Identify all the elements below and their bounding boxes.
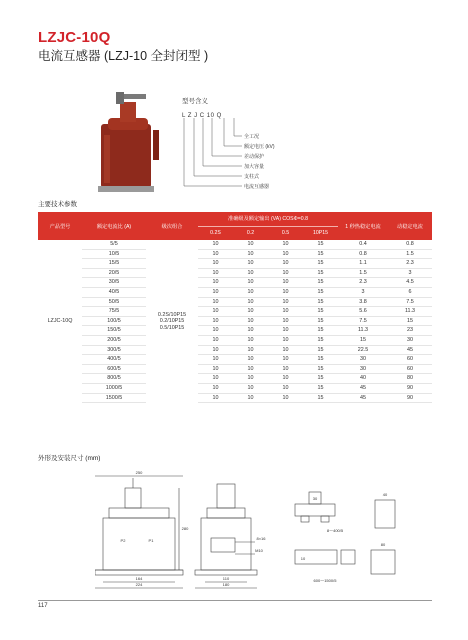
table-row [38,383,432,393]
value-cell: 60 [388,364,432,374]
value-cell: 15 [303,326,338,336]
dim-d2: 10 [300,556,306,561]
value-cell: 15 [303,268,338,278]
value-cell: 30 [338,364,388,374]
table-row [38,345,432,355]
value-cell: 10 [198,374,233,384]
table-row [38,268,432,278]
value-cell: 10 [268,335,303,345]
value-cell: 3 [338,287,388,297]
value-cell: 10 [233,355,268,365]
value-cell: 45 [388,345,432,355]
value-cell: 15 [303,249,338,259]
dim-bottom-outer: 224 [135,582,143,587]
value-cell: 10 [268,307,303,317]
value-cell: 2.3 [388,259,432,269]
value-cell: 10 [268,393,303,403]
value-cell: 10 [268,316,303,326]
value-cell: 90 [388,393,432,403]
dim-mid-bottom: 180 [222,582,230,587]
value-cell: 10 [268,383,303,393]
rated-current-cell: 75/5 [82,307,146,317]
value-cell: 10 [233,259,268,269]
rated-current-cell: 5/5 [82,240,146,249]
model-meaning-heading: 型号含义 [182,98,208,105]
legend-item-6: 电流互感器 [244,184,270,190]
value-cell: 15 [303,364,338,374]
value-cell: 0.8 [388,240,432,249]
value-cell: 1.1 [338,259,388,269]
value-cell: 15 [303,355,338,365]
dim-bottom-inner: 164 [135,576,143,581]
table-row [38,297,432,307]
legend-item-4: 加大容量 [244,164,265,170]
value-cell: 10 [233,364,268,374]
legend-item-5: 支柱式 [244,174,260,180]
value-cell: 15 [303,393,338,403]
col-dynamic: 动稳定电流 [397,224,423,230]
value-cell: 45 [338,393,388,403]
legend-item-3: 差动保护 [244,154,265,160]
value-cell: 11.3 [338,326,388,336]
table-row [38,287,432,297]
value-cell: 5.6 [338,307,388,317]
value-cell: 10 [268,374,303,384]
value-cell: 10 [233,249,268,259]
col-02s: 0.2S [210,230,221,236]
value-cell: 15 [303,335,338,345]
value-cell: 90 [388,383,432,393]
spec-table [38,240,432,403]
rated-current-cell: 1500/5 [82,393,146,403]
value-cell: 7.5 [338,316,388,326]
rated-current-cell: 40/5 [82,287,146,297]
value-cell: 22.5 [338,345,388,355]
value-cell: 10 [268,287,303,297]
value-cell: 10 [268,249,303,259]
product-image [96,90,176,195]
spec-table-header [38,212,432,240]
value-cell: 10 [198,278,233,288]
value-cell: 10 [233,335,268,345]
value-cell: 10 [268,240,303,249]
value-cell: 6 [388,287,432,297]
value-cell: 10 [233,297,268,307]
dim-d4: 80 [380,542,386,547]
table-row [38,249,432,259]
rated-current-cell: 800/5 [82,374,146,384]
page-number: 117 [38,603,48,609]
spec-heading: 主要技术参数 [38,201,77,208]
col-10p15: 10P15 [312,230,328,236]
rated-current-cell: 150/5 [82,326,146,336]
value-cell: 4.5 [388,278,432,288]
table-row [38,240,432,249]
value-cell: 40 [338,374,388,384]
rated-current-cell: 20/5 [82,268,146,278]
value-cell: 10 [233,240,268,249]
col-05: 0.5 [281,230,290,236]
table-row [38,259,432,269]
value-cell: 10 [233,268,268,278]
value-cell: 15 [303,278,338,288]
dim-note1: 8～400/5 [326,528,344,533]
value-cell: 10 [198,240,233,249]
dims-heading: 外形及安装尺寸 (mm) [38,455,101,462]
value-cell: 80 [388,374,432,384]
value-cell: 10 [198,383,233,393]
value-cell: 10 [198,268,233,278]
rated-current-cell: 1000/5 [82,383,146,393]
value-cell: 10 [198,316,233,326]
dim-height: 280 [181,526,189,531]
value-cell: 10 [233,393,268,403]
table-row [38,364,432,374]
value-cell: 1.5 [338,268,388,278]
rated-current-cell: 200/5 [82,335,146,345]
value-cell: 60 [388,355,432,365]
value-cell: 10 [268,326,303,336]
value-cell: 23 [388,326,432,336]
rated-current-cell: 600/5 [82,364,146,374]
value-cell: 2.3 [338,278,388,288]
value-cell: 3.8 [338,297,388,307]
rated-current-cell: 100/5 [82,316,146,326]
value-cell: 15 [303,374,338,384]
value-cell: 10 [198,355,233,365]
value-cell: 10 [268,355,303,365]
value-cell: 0.8 [338,249,388,259]
rated-current-cell: 10/5 [82,249,146,259]
value-cell: 7.5 [388,297,432,307]
rated-current-cell: 30/5 [82,278,146,288]
table-row [38,393,432,403]
value-cell: 10 [198,326,233,336]
table-row [38,374,432,384]
value-cell: 10 [198,307,233,317]
model-cell: LZJC-10Q [47,318,73,324]
value-cell: 10 [268,259,303,269]
col-accuracy: 级次组合 [161,224,183,230]
accuracy-cell: 0.2S/10P15 0.2/10P15 0.5/10P15 [157,311,187,331]
value-cell: 15 [303,316,338,326]
value-cell: 11.3 [388,307,432,317]
value-cell: 10 [268,297,303,307]
table-row [38,335,432,345]
rated-current-cell: 300/5 [82,345,146,355]
value-cell: 15 [303,287,338,297]
value-cell: 10 [268,345,303,355]
legend-item-2: 额定电压 (kV) [244,144,275,150]
value-cell: 10 [198,287,233,297]
value-cell: 3 [388,268,432,278]
table-row [38,355,432,365]
value-cell: 30 [388,335,432,345]
table-row [38,278,432,288]
table-row [38,316,432,326]
value-cell: 45 [338,383,388,393]
dim-d3: 40 [382,492,388,497]
value-cell: 30 [338,355,388,365]
value-cell: 15 [303,259,338,269]
value-cell: 0.4 [338,240,388,249]
dim-mid-width: 110 [222,576,230,581]
model-code: L Z J C 10 Q [182,113,222,119]
value-cell: 15 [303,383,338,393]
dim-d1: 30 [312,496,318,501]
footer-divider [38,600,432,601]
rated-current-cell: 400/5 [82,355,146,365]
value-cell: 10 [198,335,233,345]
value-cell: 10 [198,249,233,259]
value-cell: 15 [303,240,338,249]
value-cell: 10 [268,364,303,374]
value-cell: 10 [198,393,233,403]
col-model: 产品型号 [49,224,71,230]
value-cell: 15 [303,345,338,355]
dim-bolt: M10 [255,548,263,553]
value-cell: 10 [233,307,268,317]
dim-slot: 8×16 [256,536,266,541]
col-rated-current: 额定电流比 (A) [96,224,132,230]
value-cell: 15 [388,316,432,326]
value-cell: 10 [233,383,268,393]
value-cell: 10 [268,268,303,278]
page-subtitle: 电流互感器 (LZJ-10 全封闭型 ) [38,49,209,63]
rated-current-cell: 50/5 [82,297,146,307]
value-cell: 15 [303,297,338,307]
value-cell: 10 [198,345,233,355]
col-02: 0.2 [246,230,255,236]
page-title: LZJC-10Q [38,29,111,46]
value-cell: 10 [233,278,268,288]
model-legend-lines [180,118,246,190]
value-cell: 10 [198,364,233,374]
dim-p2: P2 [120,538,126,543]
dimension-drawings [95,470,425,590]
value-cell: 1.5 [388,249,432,259]
value-cell: 10 [233,316,268,326]
value-cell: 10 [233,326,268,336]
value-cell: 10 [233,374,268,384]
table-row [38,326,432,336]
dim-note2: 600～1500/5 [313,578,337,583]
rated-current-cell: 15/5 [82,259,146,269]
value-cell: 10 [268,278,303,288]
value-cell: 10 [198,259,233,269]
value-cell: 10 [233,287,268,297]
dim-p1: P1 [148,538,154,543]
value-cell: 10 [233,345,268,355]
legend-item-1: 全工况 [244,134,260,140]
col-thermal: 1 秒热稳定电流 [345,224,381,230]
dim-top-width: 250 [135,470,143,475]
value-cell: 15 [338,335,388,345]
col-output-group: 准确级及额定输出 (VA) COSΦ=0.8 [228,216,308,222]
value-cell: 15 [303,307,338,317]
table-row [38,307,432,317]
value-cell: 10 [198,297,233,307]
